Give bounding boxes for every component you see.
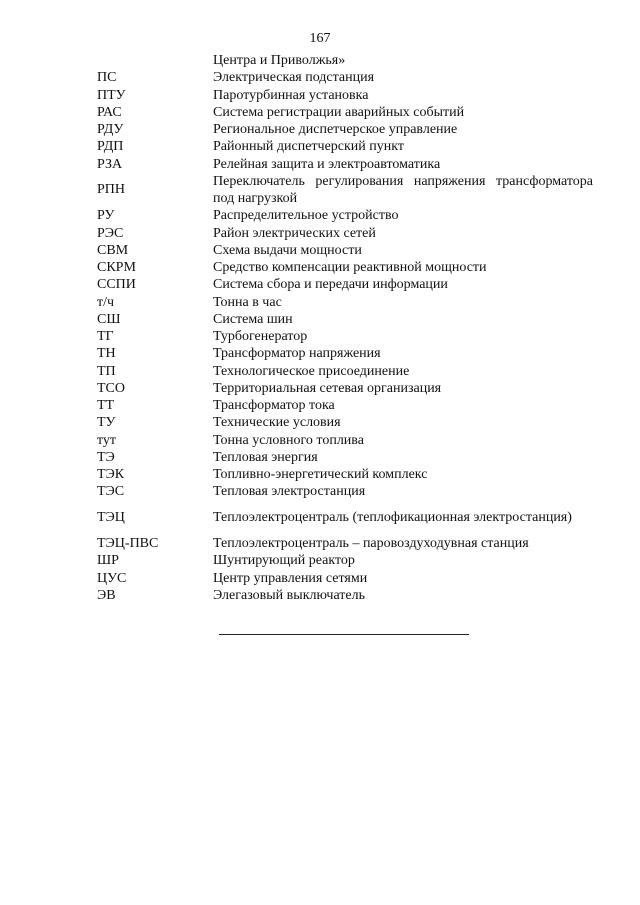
abbreviation-term: ТСО — [97, 380, 125, 396]
abbreviation-definition: Схема выдачи мощности — [213, 242, 362, 258]
abbreviation-term: ТЭК — [97, 467, 125, 482]
abbreviation-term: ЦУС — [97, 570, 127, 586]
abbreviation-definition: Тепловая электростанция — [213, 484, 366, 500]
list-item — [0, 276, 640, 293]
abbreviation-definition: Паротурбинная установка — [213, 87, 369, 103]
abbreviation-term: ССПИ — [97, 277, 136, 293]
list-item — [0, 69, 640, 86]
abbreviation-definition: Центр управления сетями — [213, 570, 368, 586]
list-item — [0, 449, 640, 466]
abbreviation-definition: Шунтирующий реактор — [213, 553, 355, 569]
abbreviation-term: ТН — [97, 346, 116, 362]
abbreviation-term: ШР — [97, 553, 119, 569]
abbreviation-term: РПН — [97, 182, 126, 198]
list-item — [0, 535, 640, 552]
abbreviation-definition: Региональное диспетчерское управление — [213, 122, 458, 137]
list-item — [0, 570, 640, 587]
list-item — [0, 259, 640, 276]
abbreviation-definition: Распределительное устройство — [213, 208, 399, 224]
list-item — [0, 294, 640, 311]
abbreviation-term: РЗА — [97, 156, 123, 172]
list-item — [0, 414, 640, 431]
abbreviation-term: СКРМ — [97, 260, 136, 275]
list-item — [0, 483, 640, 500]
abbreviation-term: ТГ — [97, 329, 114, 344]
abbreviation-term: ТЭС — [97, 484, 125, 500]
abbreviation-term: РДУ — [97, 122, 124, 137]
abbreviation-definition: Теплоэлектроцентраль (теплофикационная электростанция) — [213, 510, 572, 526]
abbreviation-definition: Районный диспетчерский пункт — [213, 139, 405, 155]
list-item — [0, 466, 640, 483]
list-item — [0, 173, 640, 208]
abbreviation-definition: Средство компенсации реактивной мощности — [213, 260, 487, 275]
abbreviation-definition: Система сбора и передачи информации — [213, 277, 448, 293]
list-item — [0, 52, 640, 69]
abbreviation-definition: Переключатель регулирования напряжения трансформатора под нагрузкой — [213, 173, 593, 206]
abbreviation-definition: Центра и Приволжья» — [213, 53, 346, 68]
abbreviation-term: СШ — [97, 311, 121, 327]
abbreviation-term: ТЭ — [97, 449, 115, 465]
abbreviation-definition: Тонна в час — [213, 294, 282, 310]
list-item — [0, 225, 640, 242]
list-item — [0, 432, 640, 449]
abbreviation-definition: Тепловая энергия — [213, 449, 318, 465]
abbreviation-term: ТЭЦ — [97, 510, 125, 526]
abbreviation-term: ТТ — [97, 398, 115, 413]
list-item — [0, 328, 640, 345]
list-item — [0, 380, 640, 397]
list-item — [0, 311, 640, 328]
abbreviation-definition: Технические условия — [213, 415, 341, 431]
abbreviation-list — [0, 52, 640, 604]
list-item — [0, 87, 640, 104]
end-divider-line — [219, 634, 469, 635]
abbreviation-definition: Релейная защита и электроавтоматика — [213, 156, 441, 172]
list-item — [0, 363, 640, 380]
abbreviation-term: ПС — [97, 70, 117, 86]
abbreviation-term: ТЭЦ-ПВС — [97, 536, 159, 551]
list-item — [0, 345, 640, 362]
abbreviation-term: СВМ — [97, 242, 129, 258]
abbreviation-definition: Трансформатор напряжения — [213, 346, 381, 362]
list-item — [0, 501, 640, 536]
abbreviation-term: РУ — [97, 208, 115, 224]
abbreviation-definition: Элегазовый выключатель — [213, 587, 365, 603]
list-item — [0, 552, 640, 569]
abbreviation-definition: Трансформатор тока — [213, 398, 335, 413]
abbreviation-term: ПТУ — [97, 87, 126, 103]
abbreviation-term: РЭС — [97, 225, 124, 241]
abbreviation-definition: Тонна условного топлива — [213, 432, 364, 448]
abbreviation-term: ТП — [97, 363, 116, 379]
abbreviation-definition: Район электрических сетей — [213, 225, 376, 241]
list-item — [0, 207, 640, 224]
abbreviation-definition: Территориальная сетевая организация — [213, 380, 442, 396]
abbreviation-definition: Топливно-энергетический комплекс — [213, 467, 428, 482]
list-item — [0, 587, 640, 604]
abbreviation-definition: Система шин — [213, 311, 293, 327]
abbreviation-term: тут — [97, 432, 117, 448]
abbreviation-definition: Электрическая подстанция — [213, 70, 375, 86]
page-number: 167 — [309, 31, 331, 46]
abbreviation-term: т/ч — [97, 294, 115, 310]
list-item — [0, 397, 640, 414]
abbreviation-term: ЭВ — [97, 587, 116, 603]
list-item — [0, 121, 640, 138]
abbreviation-term: РДП — [97, 139, 124, 155]
list-item — [0, 242, 640, 259]
list-item — [0, 156, 640, 173]
list-item — [0, 104, 640, 121]
abbreviation-definition: Турбогенератор — [213, 329, 308, 344]
abbreviation-definition: Теплоэлектроцентраль – паровоздуходувная станция — [213, 536, 529, 551]
abbreviation-definition: Система регистрации аварийных событий — [213, 104, 465, 120]
list-item — [0, 138, 640, 155]
abbreviation-definition: Технологическое присоединение — [213, 363, 410, 379]
abbreviation-term: ТУ — [97, 415, 116, 431]
abbreviation-term: РАС — [97, 104, 122, 120]
